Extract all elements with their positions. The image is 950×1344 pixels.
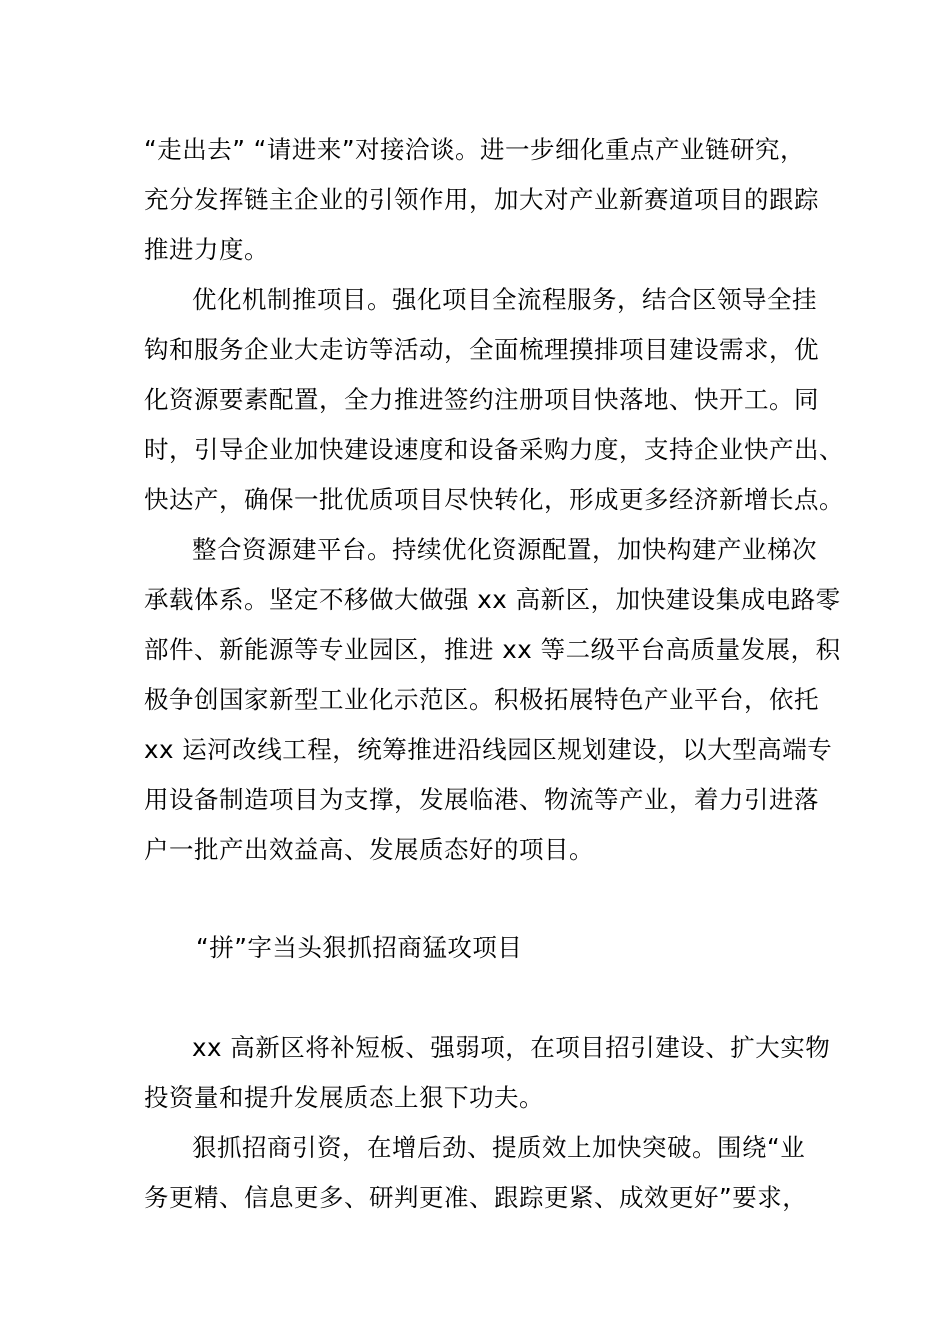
text-line: 时，引导企业加快建设速度和设备采购力度，支持企业快产出、 <box>144 435 844 464</box>
text-line: 务更精、信息更多、研判更准、跟踪更紧、成效更好”要求， <box>144 1183 808 1212</box>
text-line: xx 运河改线工程，统筹推进沿线园区规划建设，以大型高端专 <box>144 735 833 764</box>
text-line: 钩和服务企业大走访等活动，全面梳理摸排项目建设需求，优 <box>144 335 819 364</box>
paragraph-first-line: 优化机制推项目。强化项目全流程服务，结合区领导全挂 <box>192 285 817 314</box>
text-line: 化资源要素配置，全力推进签约注册项目快落地、快开工。同 <box>144 385 819 414</box>
text-line: “走出去” “请进来”对接洽谈。进一步细化重点产业链研究， <box>144 135 806 164</box>
text-line: 部件、新能源等专业园区，推进 xx 等二级平台高质量发展，积 <box>144 635 841 664</box>
text-line: 推进力度。 <box>144 235 269 264</box>
text-line: 快达产，确保一批优质项目尽快转化，形成更多经济新增长点。 <box>144 485 844 514</box>
paragraph-first-line: 整合资源建平台。持续优化资源配置，加快构建产业梯次 <box>192 535 817 564</box>
paragraph-first-line: xx 高新区将补短板、强弱项，在项目招引建设、扩大实物 <box>192 1033 831 1062</box>
text-line: 户一批产出效益高、发展质态好的项目。 <box>144 835 594 864</box>
paragraph-first-line: 狠抓招商引资，在增后劲、提质效上加快突破。围绕“业 <box>192 1133 806 1162</box>
section-heading: “拼”字当头狠抓招商猛攻项目 <box>196 933 523 962</box>
text-line: 承载体系。坚定不移做大做强 xx 高新区，加快建设集成电路零 <box>144 585 841 614</box>
text-line: 充分发挥链主企业的引领作用，加大对产业新赛道项目的跟踪 <box>144 185 819 214</box>
text-line: 极争创国家新型工业化示范区。积极拓展特色产业平台，依托 <box>144 685 819 714</box>
text-line: 投资量和提升发展质态上狠下功夫。 <box>144 1083 544 1112</box>
text-line: 用设备制造项目为支撑，发展临港、物流等产业，着力引进落 <box>144 785 819 814</box>
